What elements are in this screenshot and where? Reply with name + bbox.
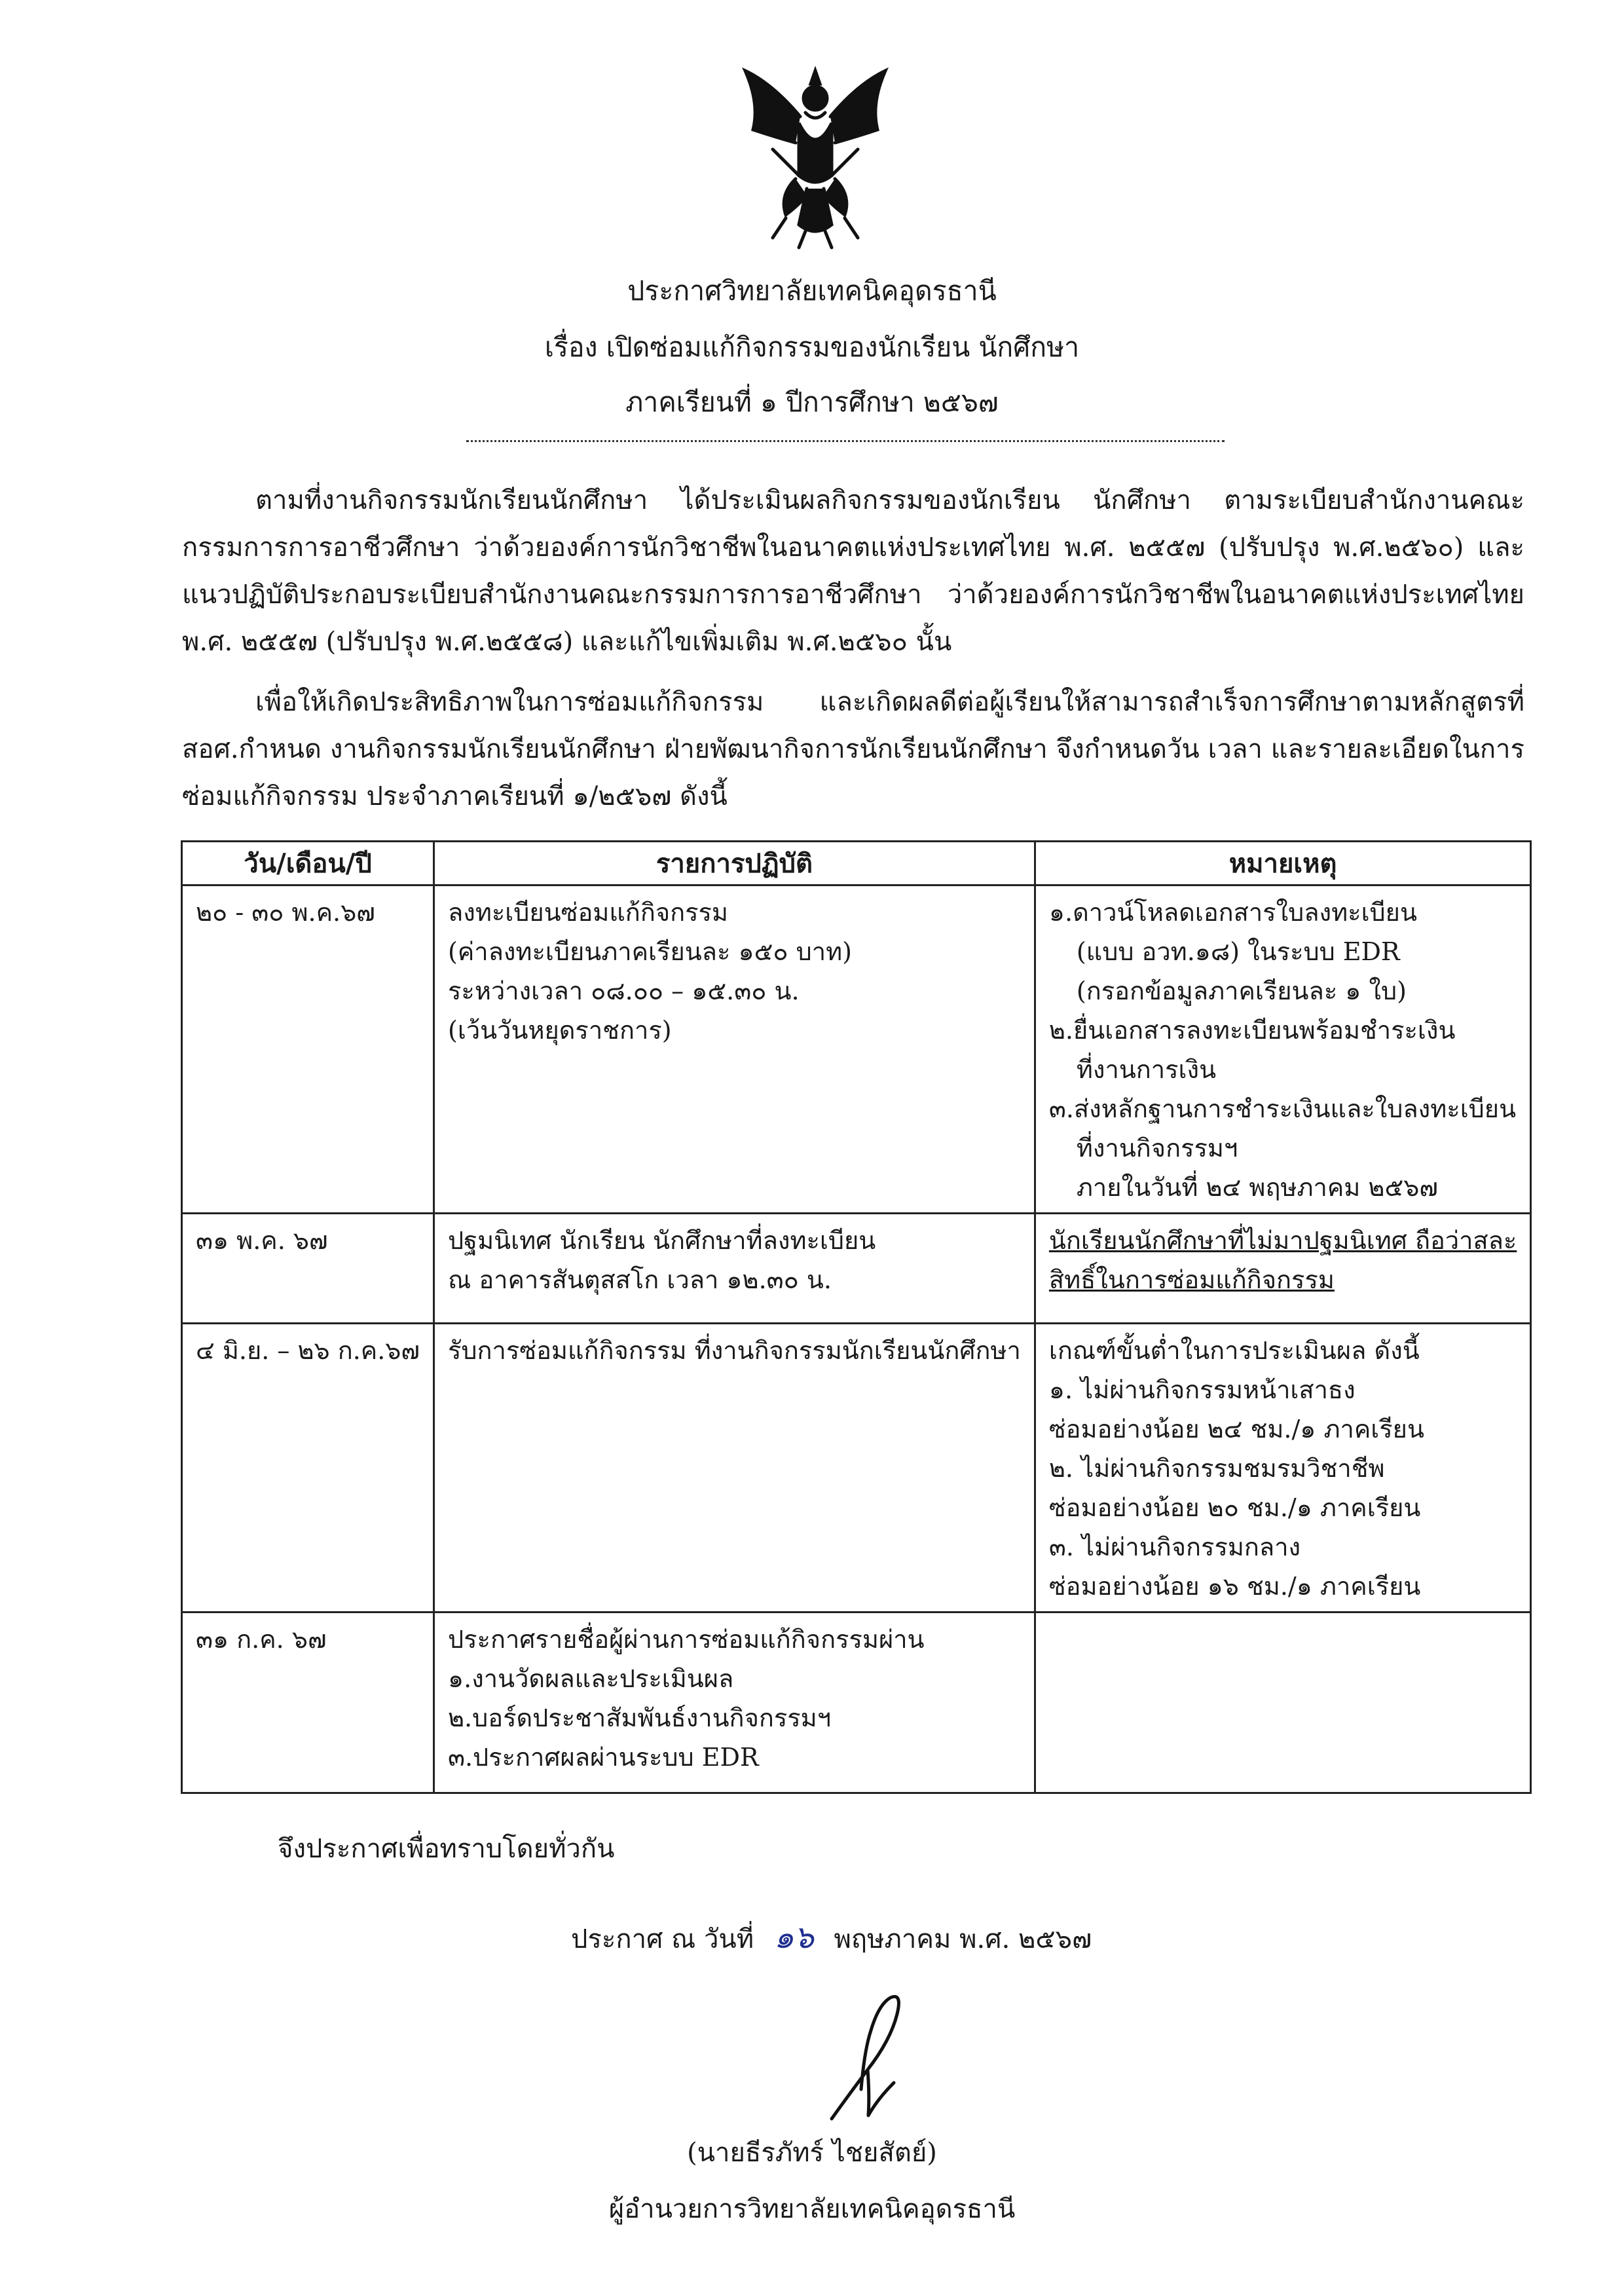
note-line: ซ่อมอย่างน้อย ๑๖ ชม./๑ ภาคเรียน xyxy=(1048,1572,1421,1601)
announcement-date xyxy=(571,1912,1092,1962)
table-header-row xyxy=(182,842,1531,885)
note-line: ๓. ไม่ผ่านกิจกรรมกลาง xyxy=(1048,1533,1301,1561)
note-line: สิทธิ์ในการซ่อมแก้กิจกรรม xyxy=(1048,1265,1335,1294)
note-line: (กรอกข้อมูลภาคเรียนละ ๑ ใบ) xyxy=(1076,977,1407,1005)
announcement-subject: เรื่อง เปิดซ่อมแก้กิจกรรมของนักเรียน นักศึกษา xyxy=(544,331,1080,363)
row-date xyxy=(182,1324,434,1612)
table-row xyxy=(182,1214,1531,1324)
row-action xyxy=(434,1324,1035,1612)
note-line: ๒. ไม่ผ่านกิจกรรมชมรมวิชาชีพ xyxy=(1048,1454,1385,1483)
date-text: ๒๐ - ๓๐ พ.ค.๖๗ xyxy=(196,898,375,927)
action-line: ปฐมนิเทศ นักเรียน นักศึกษาที่ลงทะเบียน xyxy=(448,1226,876,1255)
row-note xyxy=(1035,885,1530,1214)
row-note xyxy=(1035,1612,1530,1793)
date-day-handwritten: ๑๖ xyxy=(773,1919,814,1956)
action-line: ประกาศรายชื่อผู้ผ่านการซ่อมแก้กิจกรรมผ่าน xyxy=(448,1625,925,1654)
note-line: ๒.ยื่นเอกสารลงทะเบียนพร้อมชำระเงิน xyxy=(1048,1016,1456,1045)
note-line: ภายในวันที่ ๒๔ พฤษภาคม ๒๕๖๗ xyxy=(1076,1173,1438,1202)
action-line: ๓.ประกาศผลผ่านระบบ EDR xyxy=(448,1743,759,1772)
note-line: ซ่อมอย่างน้อย ๒๐ ชม./๑ ภาคเรียน xyxy=(1048,1493,1421,1522)
date-text: ๔ มิ.ย. – ๒๖ ก.ค.๖๗ xyxy=(196,1336,420,1365)
action-line: ระหว่างเวลา ๐๘.๐๐ – ๑๕.๓๐ น. xyxy=(448,977,800,1005)
row-action xyxy=(434,1612,1035,1793)
action-line: ลงทะเบียนซ่อมแก้กิจกรรม xyxy=(448,898,728,927)
note-line: ๑. ไม่ผ่านกิจกรรมหน้าเสาธง xyxy=(1048,1375,1356,1404)
paragraph-2 xyxy=(182,679,1524,820)
note-line: ที่งานการเงิน xyxy=(1076,1055,1217,1084)
date-suffix: พฤษภาคม พ.ศ. ๒๕๖๗ xyxy=(834,1924,1092,1954)
signatory-title: ผู้อำนวยการวิทยาลัยเทคนิคอุดรธานี xyxy=(608,2194,1016,2224)
date-text: ๓๑ ก.ค. ๖๗ xyxy=(196,1625,327,1654)
row-date xyxy=(182,885,434,1214)
action-line: รับการซ่อมแก้กิจกรรม ที่งานกิจกรรมนักเรียนนักศึกษา xyxy=(448,1336,1021,1365)
announcement-issuer: ประกาศวิทยาลัยเทคนิคอุดรธานี xyxy=(627,275,997,307)
table-row xyxy=(182,1324,1531,1612)
garuda-emblem-icon xyxy=(733,58,897,254)
note-line: ๑.ดาวน์โหลดเอกสารใบลงทะเบียน xyxy=(1048,898,1417,927)
action-line: (ค่าลงทะเบียนภาคเรียนละ ๑๕๐ บาท) xyxy=(448,937,852,966)
paragraph-2-text: เพื่อให้เกิดประสิทธิภาพในการซ่อมแก้กิจกรรม และเกิดผลดีต่อผู้เรียนให้สามารถสำเร็จการศึกษาตามหลักสูตรที่ สอศ.กำหนด งานกิจกรรมนักเรียนนักศึกษา ฝ่ายพัฒนากิจการนักเรียนนักศึกษา จึงกำหนดวัน เวลา และรายละเอียดในการซ่อมแก้กิจกรรม ประจำภาคเรียนที่ ๑/๒๕๖๗ ดังนี้ xyxy=(182,687,1524,811)
signature-icon xyxy=(733,1958,995,2129)
table-row xyxy=(182,1612,1531,1793)
note-line: ที่งานกิจกรรมฯ xyxy=(1076,1134,1238,1163)
note-line: (แบบ อวท.๑๘) ในระบบ EDR xyxy=(1076,937,1400,966)
closing-statement: จึงประกาศเพื่อทราบโดยทั่วกัน xyxy=(278,1834,615,1864)
action-line: (เว้นวันหยุดราชการ) xyxy=(448,1016,672,1045)
table-row xyxy=(182,885,1531,1214)
action-line: ๒.บอร์ดประชาสัมพันธ์งานกิจกรรมฯ xyxy=(448,1704,832,1732)
announcement-term: ภาคเรียนที่ ๑ ปีการศึกษา ๒๕๖๗ xyxy=(625,386,999,418)
note-line: ซ่อมอย่างน้อย ๒๔ ชม./๑ ภาคเรียน xyxy=(1048,1415,1424,1444)
signatory-name: (นายธีรภัทร์ ไชยสัตย์) xyxy=(687,2138,937,2168)
note-line: เกณฑ์ขั้นต่ำในการประเมินผล ดังนี้ xyxy=(1048,1336,1420,1365)
row-action xyxy=(434,885,1035,1214)
paragraph-1 xyxy=(182,477,1524,665)
row-note xyxy=(1035,1214,1530,1324)
action-line: ๑.งานวัดผลและประเมินผล xyxy=(448,1664,734,1693)
row-date xyxy=(182,1612,434,1793)
paragraph-1-text: ตามที่งานกิจกรรมนักเรียนนักศึกษา ได้ประเมินผลกิจกรรมของนักเรียน นักศึกษา ตามระเบียบสำนักงานคณะกรรมการการอาชีวศึกษา ว่าด้วยองค์การนักวิชาชีพในอนาคตแห่งประเทศไทย พ.ศ. ๒๕๕๗ (ปรับปรุง พ.ศ.๒๕๖๐) และแนวปฏิบัติประกอบระเบียบสำนักงานคณะกรรมการการอาชีวศึกษา ว่าด้วยองค์การนักวิชาชีพในอนาคตแห่งประเทศไทย พ.ศ. ๒๕๕๗ (ปรับปรุง พ.ศ.๒๕๕๘) และแก้ไขเพิ่มเติม พ.ศ.๒๕๖๐ นั้น xyxy=(182,485,1524,657)
date-text: ๓๑ พ.ค. ๖๗ xyxy=(196,1226,328,1255)
note-line: นักเรียนนักศึกษาที่ไม่มาปฐมนิเทศ ถือว่าสละ xyxy=(1048,1226,1517,1255)
note-line: ๓.ส่งหลักฐานการชำระเงินและใบลงทะเบียน xyxy=(1048,1094,1517,1123)
schedule-table xyxy=(181,840,1532,1794)
row-note xyxy=(1035,1324,1530,1612)
header-action: รายการปฏิบัติ xyxy=(434,842,1035,885)
action-line: ณ อาคารสันตุสสโก เวลา ๑๒.๓๐ น. xyxy=(448,1265,832,1294)
dotted-divider xyxy=(466,440,1225,442)
row-date xyxy=(182,1214,434,1324)
date-prefix: ประกาศ ณ วันที่ xyxy=(571,1924,754,1954)
header-note: หมายเหตุ xyxy=(1035,842,1530,885)
row-action xyxy=(434,1214,1035,1324)
header-date: วัน/เดือน/ปี xyxy=(182,842,434,885)
